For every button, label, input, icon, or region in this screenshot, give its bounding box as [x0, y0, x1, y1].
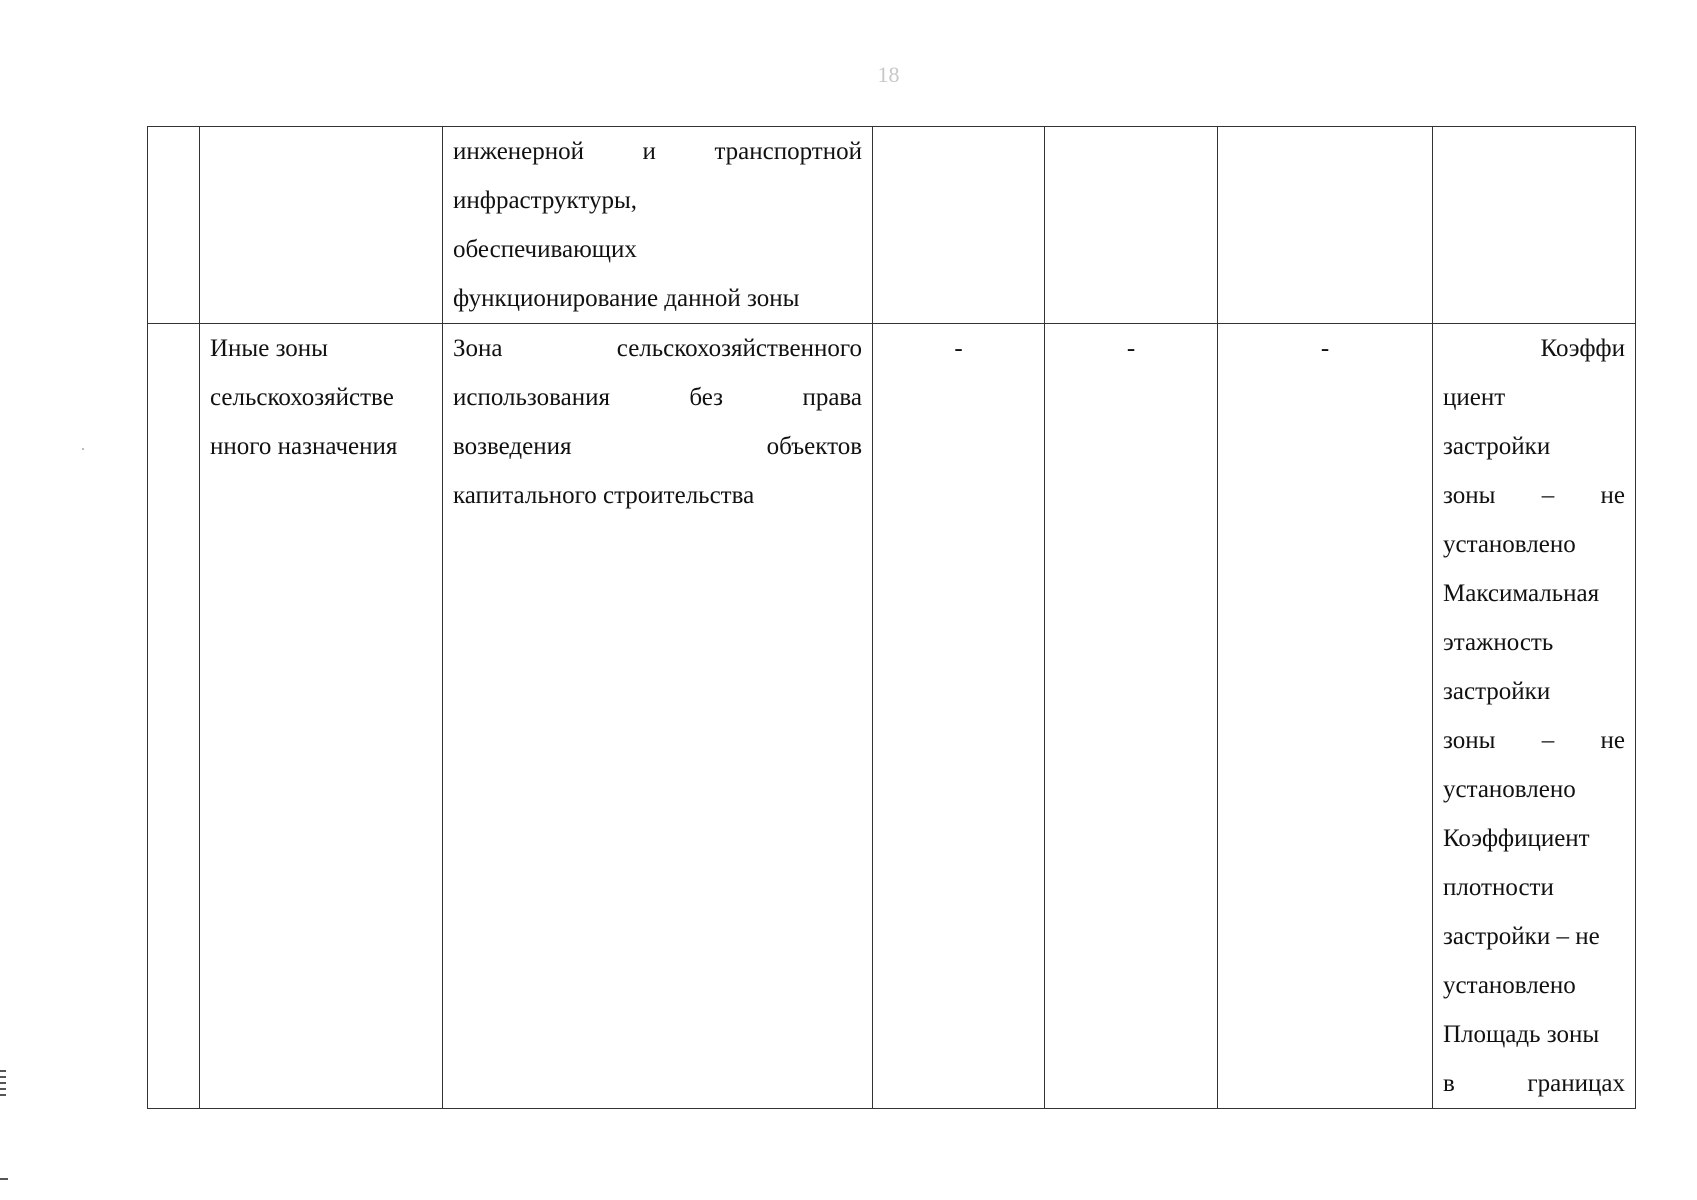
cell-value-1 [873, 127, 1045, 324]
table-row [148, 324, 1636, 1109]
cell-parameters [1433, 127, 1636, 324]
cell-number [148, 324, 200, 1109]
text-line: капитального строительства [453, 482, 755, 509]
text-line: Коэффи [1540, 335, 1625, 362]
cell-number [148, 127, 200, 324]
cell-value-2: - [1045, 324, 1218, 1109]
text-line: Коэффициент [1443, 825, 1590, 852]
text-line: зоны – не [1443, 482, 1625, 509]
text-line: функционирование данной зоны [453, 285, 800, 312]
text-line: инфраструктуры, [453, 187, 638, 214]
text-line: в границах [1443, 1070, 1625, 1097]
cell-zone-name [200, 324, 443, 1109]
text-line: обеспечивающих [453, 236, 637, 263]
text-line: установлено [1443, 776, 1576, 803]
text-line: использования без права [453, 384, 862, 411]
cell-value-3: - [1218, 324, 1433, 1109]
scan-artifact-dot [82, 448, 84, 450]
page-number: 18 [877, 62, 900, 87]
text-line: инженерной и транспортной [453, 138, 862, 165]
text-line: застройки [1443, 678, 1551, 705]
zones-table [147, 126, 1636, 1109]
text-line: этажность [1443, 629, 1554, 656]
text-line: циент [1443, 384, 1506, 411]
cell-value-2 [1045, 127, 1218, 324]
text-line: установлено [1443, 531, 1576, 558]
text-line: нного назначения [210, 433, 398, 460]
cell-value-1: - [873, 324, 1045, 1109]
cell-zone-name [200, 127, 443, 324]
margin-marks [0, 1070, 6, 1100]
cell-parameters [1433, 324, 1636, 1109]
text-line: застройки – не [1443, 923, 1600, 950]
text-line: установлено [1443, 972, 1576, 999]
text-line: возведения объектов [453, 433, 862, 460]
cell-zone-description [443, 127, 873, 324]
text-line: сельскохозяйстве [210, 384, 394, 411]
text-line: плотности [1443, 874, 1554, 901]
margin-dash [0, 1178, 8, 1180]
table-row [148, 127, 1636, 324]
text-line: Максимальная [1443, 580, 1600, 607]
cell-zone-description [443, 324, 873, 1109]
text-line: Площадь зоны [1443, 1021, 1600, 1048]
text-line: Иные зоны [210, 335, 328, 362]
text-line: застройки [1443, 433, 1551, 460]
cell-value-3 [1218, 127, 1433, 324]
text-line: Зона сельскохозяйственного [453, 335, 862, 362]
text-line: зоны – не [1443, 727, 1625, 754]
